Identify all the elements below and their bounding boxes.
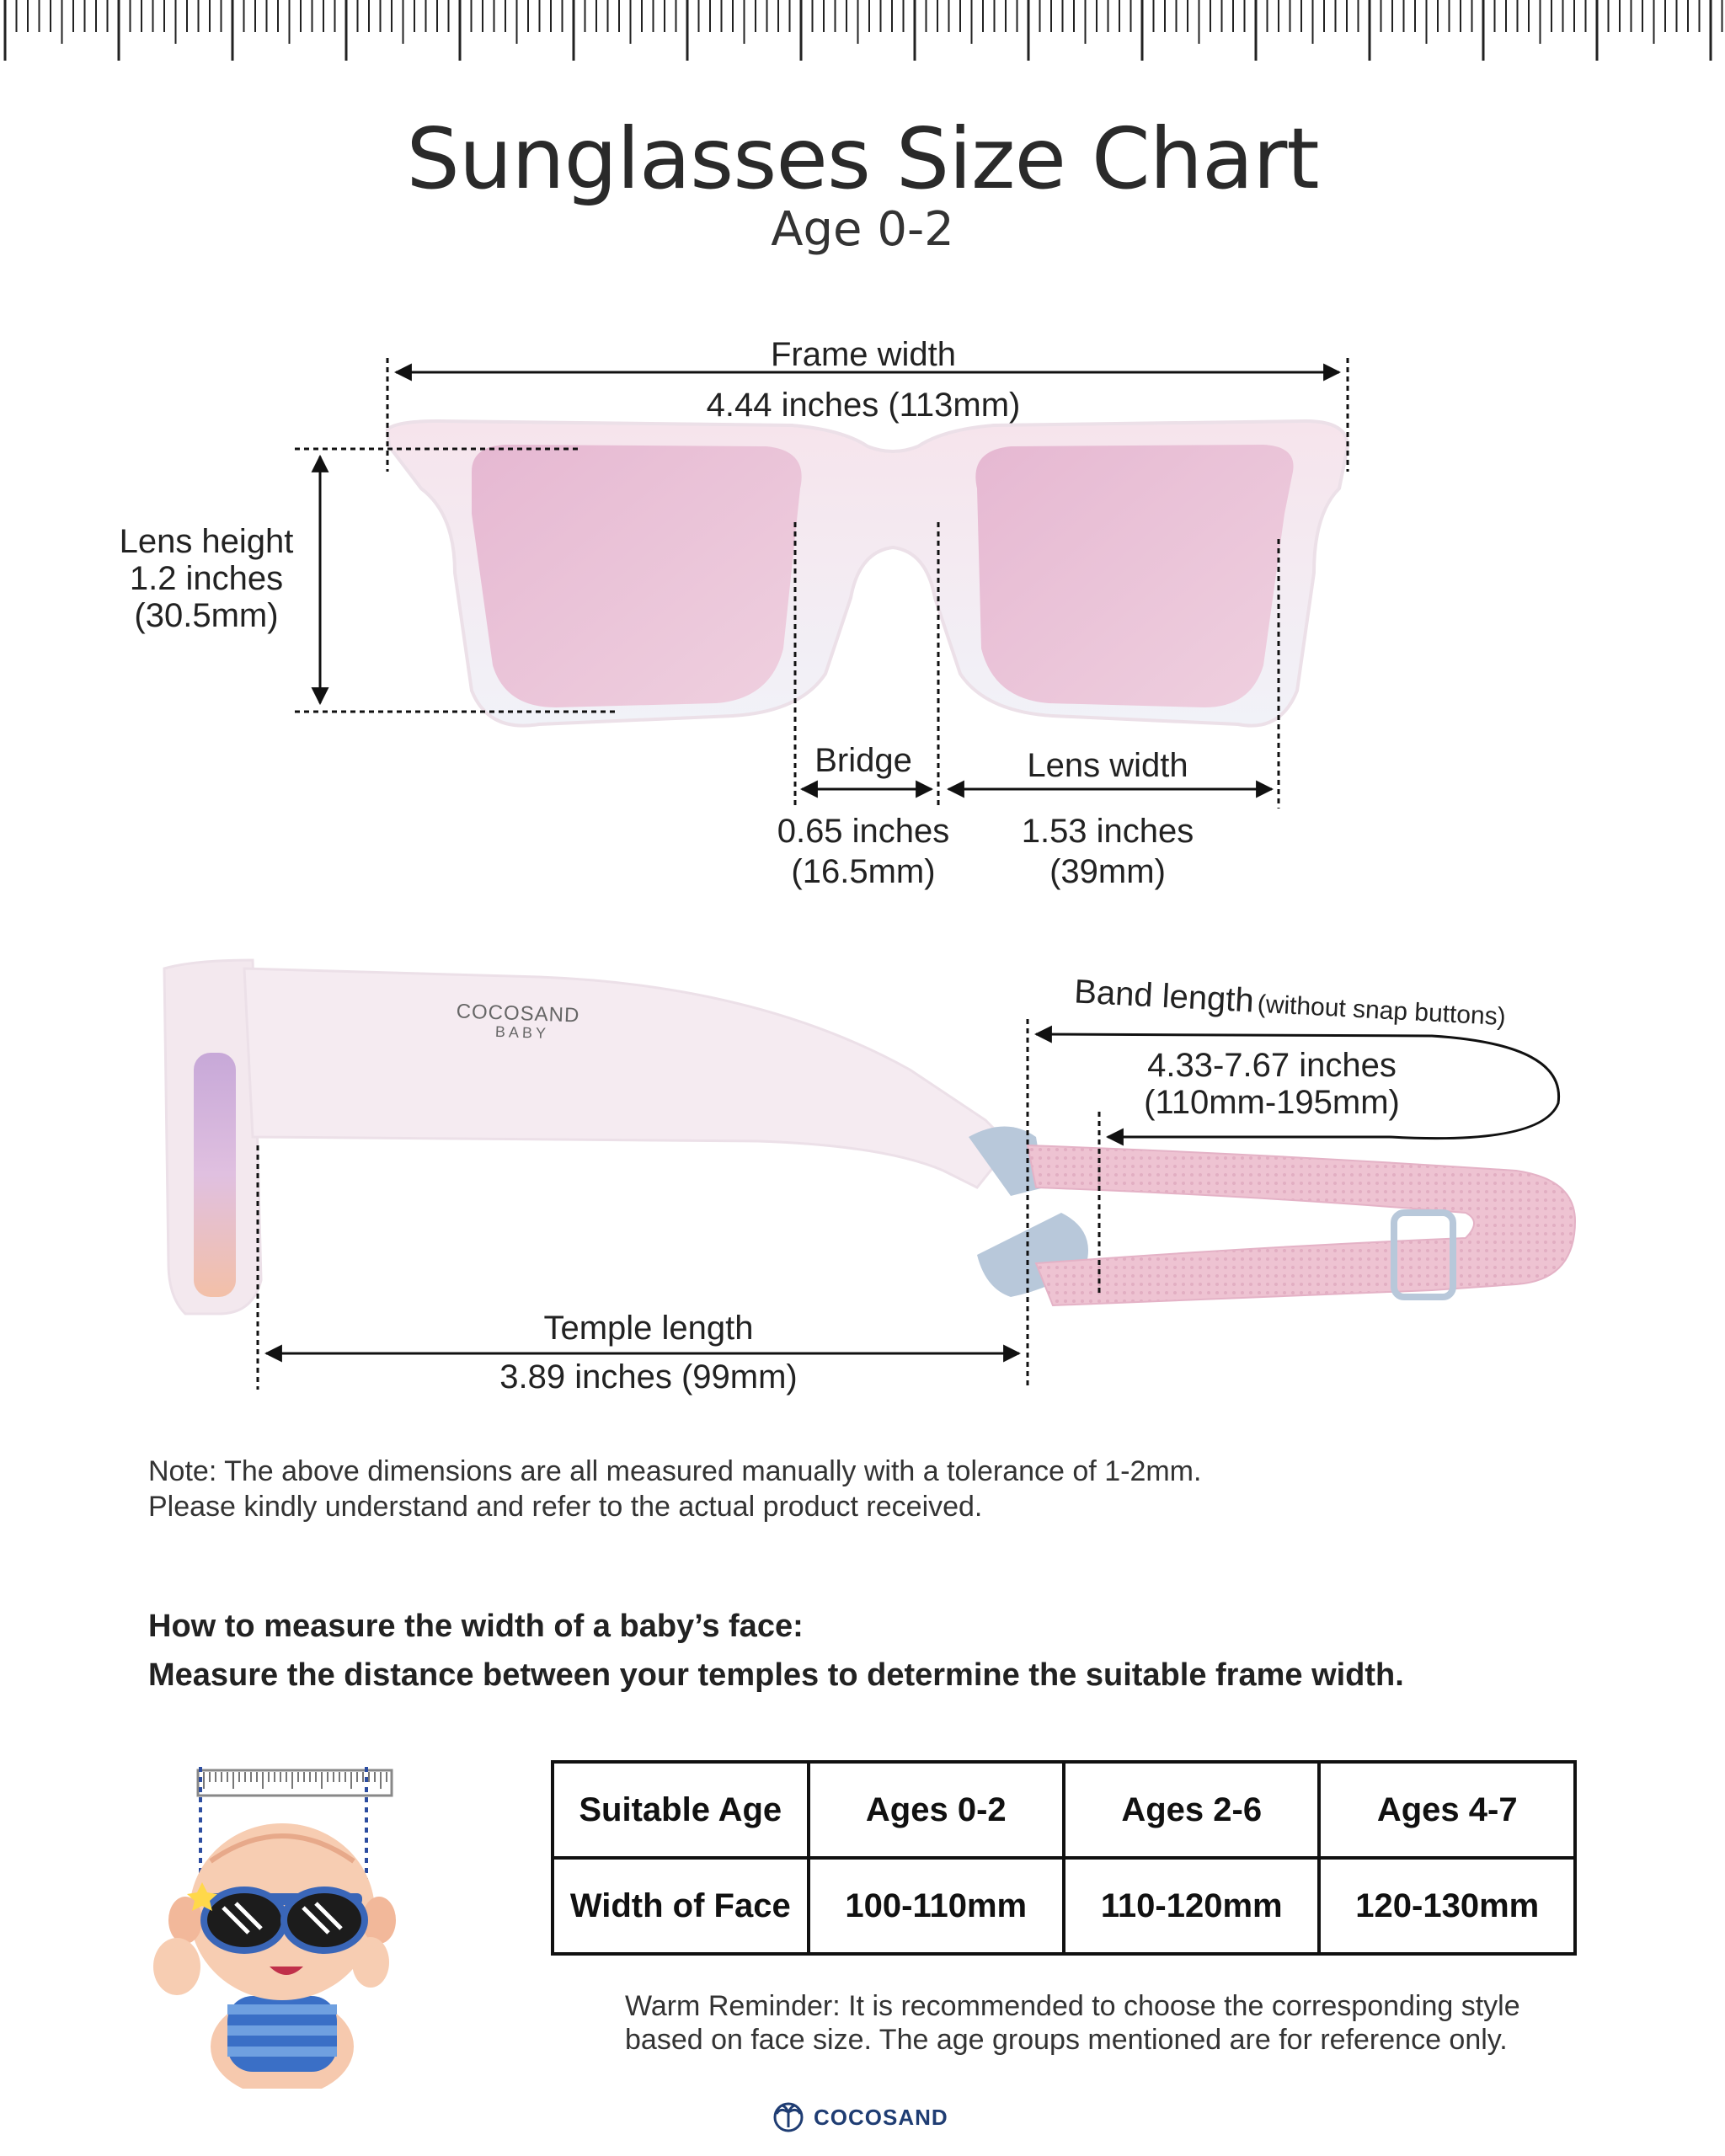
lens-height-mm: (30.5mm)	[134, 597, 279, 634]
how-to-instruction: Measure the distance between your temples to determine the suitable frame width.	[148, 1657, 1404, 1693]
baby-illustration	[143, 1752, 421, 2089]
bridge-label: Bridge	[814, 742, 912, 779]
size-table	[551, 1760, 1577, 1956]
frame-brand-print: COCOSAND	[456, 1000, 580, 1027]
page-title: Sunglasses Size Chart	[406, 109, 1319, 208]
band-length-note: (without snap buttons)	[1257, 990, 1507, 1032]
temple-length-value: 3.89 inches (99mm)	[499, 1358, 798, 1396]
lens-width-mm: (39mm)	[1049, 853, 1166, 890]
table-cell: Suitable Age	[553, 1762, 809, 1858]
table-cell: Width of Face	[553, 1858, 809, 1954]
page-subtitle: Age 0-2	[771, 202, 954, 257]
temple-length-label: Temple length	[543, 1310, 754, 1347]
table-cell: 100-110mm	[809, 1858, 1064, 1954]
note-line-2: Please kindly understand and refer to the actual product received.	[148, 1491, 983, 1523]
lens-height-label: Lens height	[119, 523, 294, 560]
frame-width-value: 4.44 inches (113mm)	[706, 387, 1021, 424]
footer-logo	[773, 2100, 975, 2134]
top-ruler	[0, 0, 1725, 67]
lens-width-inches: 1.53 inches	[1021, 813, 1194, 850]
how-to-heading: How to measure the width of a baby’s face:	[148, 1609, 804, 1644]
table-header-row	[553, 1762, 1575, 1858]
band-length-mm: (110mm-195mm)	[1144, 1084, 1400, 1121]
reminder-line-2: based on face size. The age groups mentioned are for reference only.	[625, 2024, 1508, 2056]
reminder-line-1: Warm Reminder: It is recommended to choose the corresponding style	[625, 1990, 1520, 2022]
table-row	[553, 1858, 1575, 1954]
table-cell: 120-130mm	[1319, 1858, 1575, 1954]
table-cell: Ages 0-2	[809, 1762, 1064, 1858]
left-lens	[472, 445, 802, 707]
frame-width-label: Frame width	[770, 336, 957, 373]
lens-height-inches: 1.2 inches	[129, 560, 284, 597]
right-lens	[975, 445, 1293, 707]
band-length-inches: 4.33-7.67 inches	[1147, 1047, 1397, 1084]
palm-logo-icon	[773, 2102, 807, 2132]
footer-brand-name: COCOSAND	[814, 2105, 948, 2130]
note-line-1: Note: The above dimensions are all measured manually with a tolerance of 1-2mm.	[148, 1455, 1202, 1487]
band-length-label: Band length	[1073, 973, 1255, 1020]
bridge-mm: (16.5mm)	[791, 853, 936, 890]
bridge-inches: 0.65 inches	[777, 813, 950, 850]
table-cell: Ages 4-7	[1319, 1762, 1575, 1858]
lens-width-label: Lens width	[1027, 747, 1188, 784]
table-cell: 110-120mm	[1064, 1858, 1319, 1954]
frame-brand-sub: BABY	[494, 1022, 550, 1043]
table-cell: Ages 2-6	[1064, 1762, 1319, 1858]
